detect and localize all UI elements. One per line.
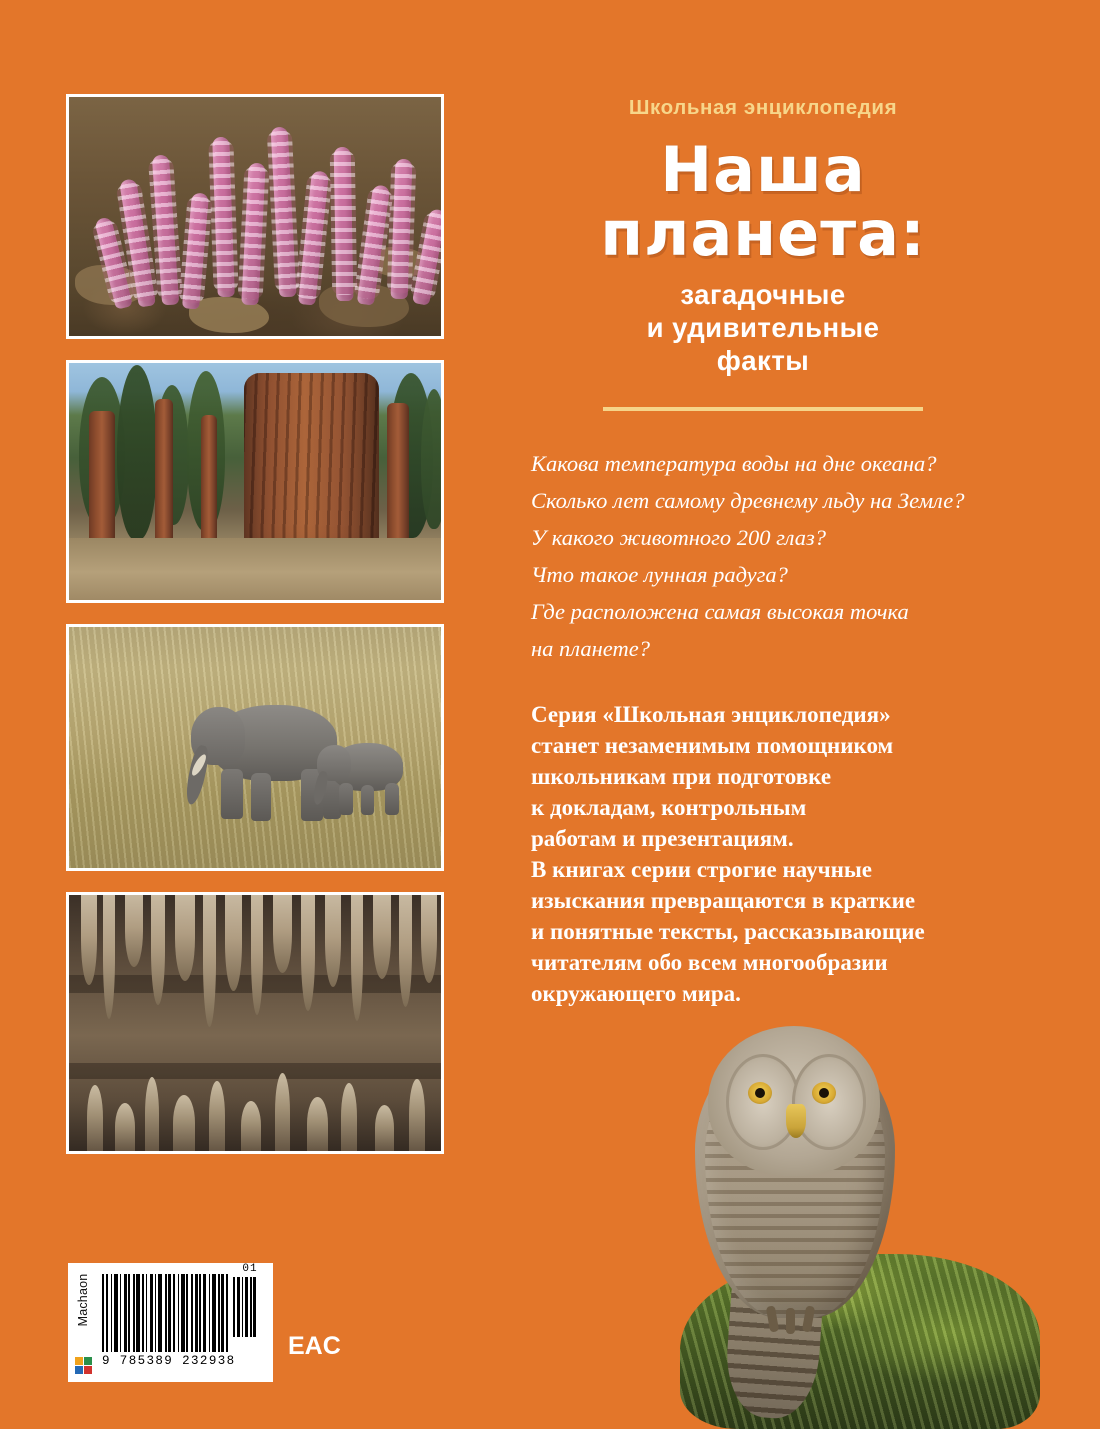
publisher-name: Machaon (76, 1273, 90, 1327)
question-item: Какова температура воды на дне океана? (531, 451, 937, 476)
photo-image (69, 627, 441, 868)
photo-image (69, 363, 441, 600)
divider-rule (603, 407, 923, 411)
question-item: Где расположена самая высокая точка (531, 599, 909, 624)
isbn-digits: 9 785389 232938 (102, 1354, 236, 1368)
subtitle-line-3: факты (716, 345, 810, 376)
photo-elephants-savanna (66, 624, 444, 871)
owl-eye (748, 1082, 772, 1104)
blurb-line: к докладам, контрольным (531, 795, 807, 820)
publisher-logo-icon (75, 1357, 92, 1374)
blurb-line: Серия «Школьная энциклопедия» (531, 702, 891, 727)
blurb-line: станет незаменимым помощником (531, 733, 894, 758)
photo-column (66, 94, 444, 1175)
series-blurb (528, 699, 998, 1009)
blurb-line: и понятные тексты, рассказывающие (531, 919, 925, 944)
series-label: Школьная энциклопедия (628, 96, 898, 119)
barcode-block (68, 1263, 273, 1382)
question-item: У какого животного 200 глаз? (531, 525, 826, 550)
photo-cave-stalactites (66, 892, 444, 1154)
photo-great-grey-owl (640, 1020, 1040, 1429)
addon-bars (233, 1277, 267, 1337)
addon-number: 01 (242, 1263, 258, 1275)
photo-image (69, 97, 441, 336)
photo-image (69, 895, 441, 1151)
subtitle-line-2: и удивительные (646, 312, 880, 343)
question-item: на планете? (531, 636, 650, 661)
barcode-addon (233, 1263, 267, 1337)
blurb-line: В книгах серии строгие научные (531, 857, 872, 882)
owl-claw (786, 1308, 795, 1334)
owl-eye (812, 1082, 836, 1104)
eac-conformity-mark: EAC (288, 1332, 341, 1360)
blurb-line: школьникам при подготовке (531, 764, 832, 789)
barcode-main (98, 1263, 273, 1382)
question-item: Что такое лунная радуга? (531, 562, 788, 587)
photo-sequoia-forest (66, 360, 444, 603)
photo-pink-toothwort-flowers (66, 94, 444, 339)
subtitle-line-1: загадочные (680, 279, 846, 310)
owl-head (708, 1026, 880, 1176)
publisher-strip (68, 1263, 98, 1382)
title-line-1: Наша (660, 133, 866, 206)
cover-text-column (528, 96, 998, 1009)
blurb-line: читателям обо всем многообразии (531, 950, 888, 975)
blurb-line: изыскания превращаются в краткие (531, 888, 916, 913)
title-line-2: планета: (600, 197, 926, 270)
question-item: Сколько лет самому древнему льду на Земле? (531, 488, 965, 513)
blurb-line: работам и презентациям. (531, 826, 794, 851)
owl-beak (786, 1104, 806, 1138)
questions-list (528, 445, 998, 667)
page-subtitle (528, 278, 998, 377)
page-title (528, 133, 998, 270)
blurb-line: окружающего мира. (531, 981, 741, 1006)
